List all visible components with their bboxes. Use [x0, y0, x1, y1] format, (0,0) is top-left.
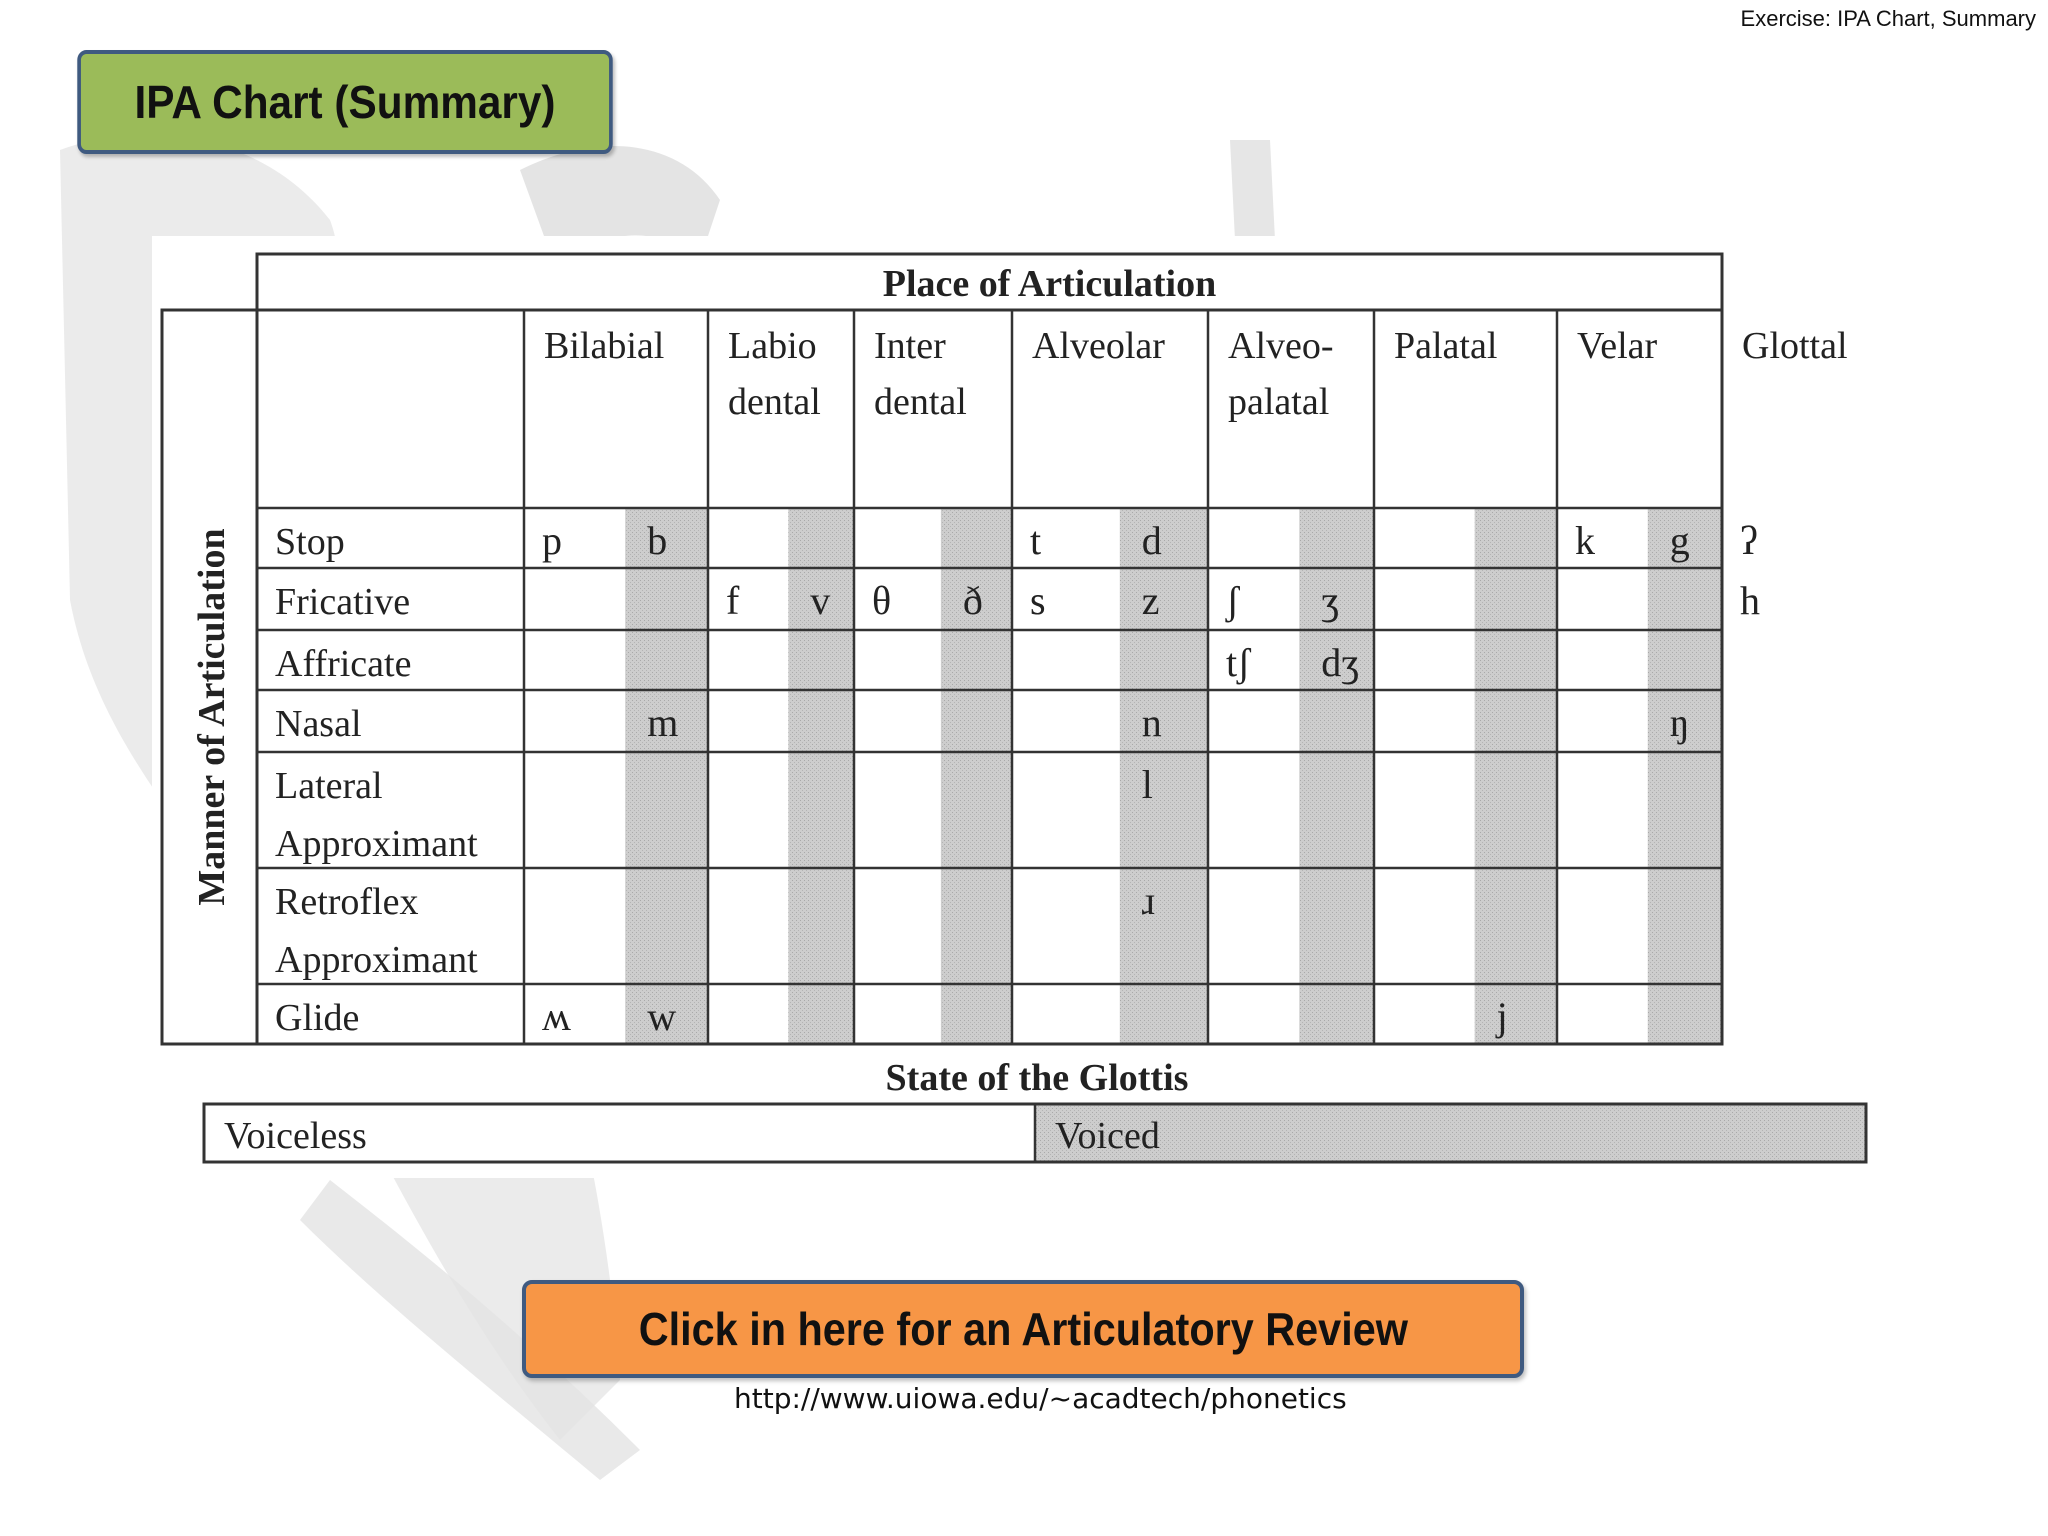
ipa-symbol-voiced: j	[1496, 994, 1508, 1039]
ipa-symbol-voiceless: h	[1740, 578, 1760, 623]
place-header-2: Inter	[874, 325, 946, 367]
ipa-symbol-voiced: d	[1141, 518, 1162, 563]
manner-label-5: Retroflex	[275, 881, 419, 923]
ipa-symbol-voiced: m	[647, 700, 679, 745]
ipa-symbol-voiceless: θ	[872, 578, 892, 623]
manner-label-3: Nasal	[275, 703, 362, 745]
ipa-symbol-voiceless: t	[1030, 518, 1042, 563]
ipa-symbol-voiceless: ʍ	[542, 994, 571, 1039]
place-header-1: Labio	[728, 325, 817, 367]
voiced-shading-column	[1120, 508, 1208, 1044]
ipa-symbol-voiceless: k	[1575, 518, 1595, 563]
ipa-symbol-voiced: b	[647, 518, 668, 563]
ipa-symbol-voiced: ð	[962, 578, 983, 623]
legend-voiceless-label: Voiceless	[224, 1115, 367, 1157]
manner-label-0: Stop	[275, 521, 345, 563]
manner-label-1: Fricative	[275, 581, 411, 623]
place-header-6: Velar	[1577, 325, 1658, 367]
ipa-symbol-voiced: ɹ	[1141, 878, 1156, 923]
place-header-7: Glottal	[1742, 325, 1848, 367]
legend-voiced-label: Voiced	[1055, 1115, 1160, 1157]
ipa-chart	[152, 236, 1892, 1178]
ipa-symbol-voiceless: tʃ	[1226, 640, 1251, 685]
manner-label-6: Glide	[275, 997, 360, 1039]
manner-label-2: Affricate	[275, 643, 412, 685]
place-header-1: dental	[728, 381, 821, 423]
articulatory-review-button[interactable]	[522, 1280, 1524, 1378]
place-header-4: palatal	[1228, 381, 1330, 423]
place-header-4: Alveo-	[1228, 325, 1334, 367]
ipa-symbol-voiceless: f	[726, 578, 740, 623]
voiced-shading-column	[625, 508, 708, 1044]
ipa-symbol-voiceless: s	[1030, 578, 1046, 623]
ipa-symbol-voiceless: ʃ	[1226, 578, 1240, 623]
ipa-symbol-voiced: v	[810, 578, 831, 623]
ipa-symbol-voiced: w	[647, 994, 677, 1039]
ipa-symbol-voiced: g	[1669, 518, 1690, 563]
ipa-symbol-voiced: l	[1141, 762, 1153, 807]
articulatory-review-label: Click in here for an Articulatory Review	[638, 1303, 1408, 1355]
ipa-chart-panel	[152, 236, 1892, 1178]
place-header-3: Alveolar	[1032, 325, 1165, 367]
manner-of-articulation-header: Manner of Articulation	[191, 528, 233, 906]
state-of-glottis-header: State of the Glottis	[885, 1057, 1189, 1099]
ipa-symbol-voiced: dʒ	[1321, 640, 1360, 685]
place-header-2: dental	[874, 381, 967, 423]
manner-label-4: Approximant	[275, 823, 478, 865]
place-header-0: Bilabial	[544, 325, 665, 367]
slide-caption: Exercise: IPA Chart, Summary	[1740, 6, 2036, 31]
manner-label-5: Approximant	[275, 939, 478, 981]
manner-label-4: Lateral	[275, 765, 383, 807]
voiced-shading-column	[1648, 508, 1722, 1044]
ipa-symbol-voiced: z	[1141, 578, 1160, 623]
slide-title: IPA Chart (Summary)	[77, 50, 612, 154]
source-url: http://www.uiowa.edu/~acadtech/phonetics	[734, 1382, 1347, 1415]
ipa-symbol-voiced: n	[1141, 700, 1162, 745]
voiced-shading-column	[1475, 508, 1557, 1044]
place-of-articulation-header: Place of Articulation	[882, 263, 1217, 305]
place-header-5: Palatal	[1394, 325, 1498, 367]
ipa-symbol-voiceless: p	[542, 518, 562, 563]
ipa-symbol-voiceless: ʔ	[1740, 518, 1758, 563]
ipa-symbol-voiced: ʒ	[1321, 578, 1340, 623]
ipa-symbol-voiced: ŋ	[1669, 700, 1690, 745]
